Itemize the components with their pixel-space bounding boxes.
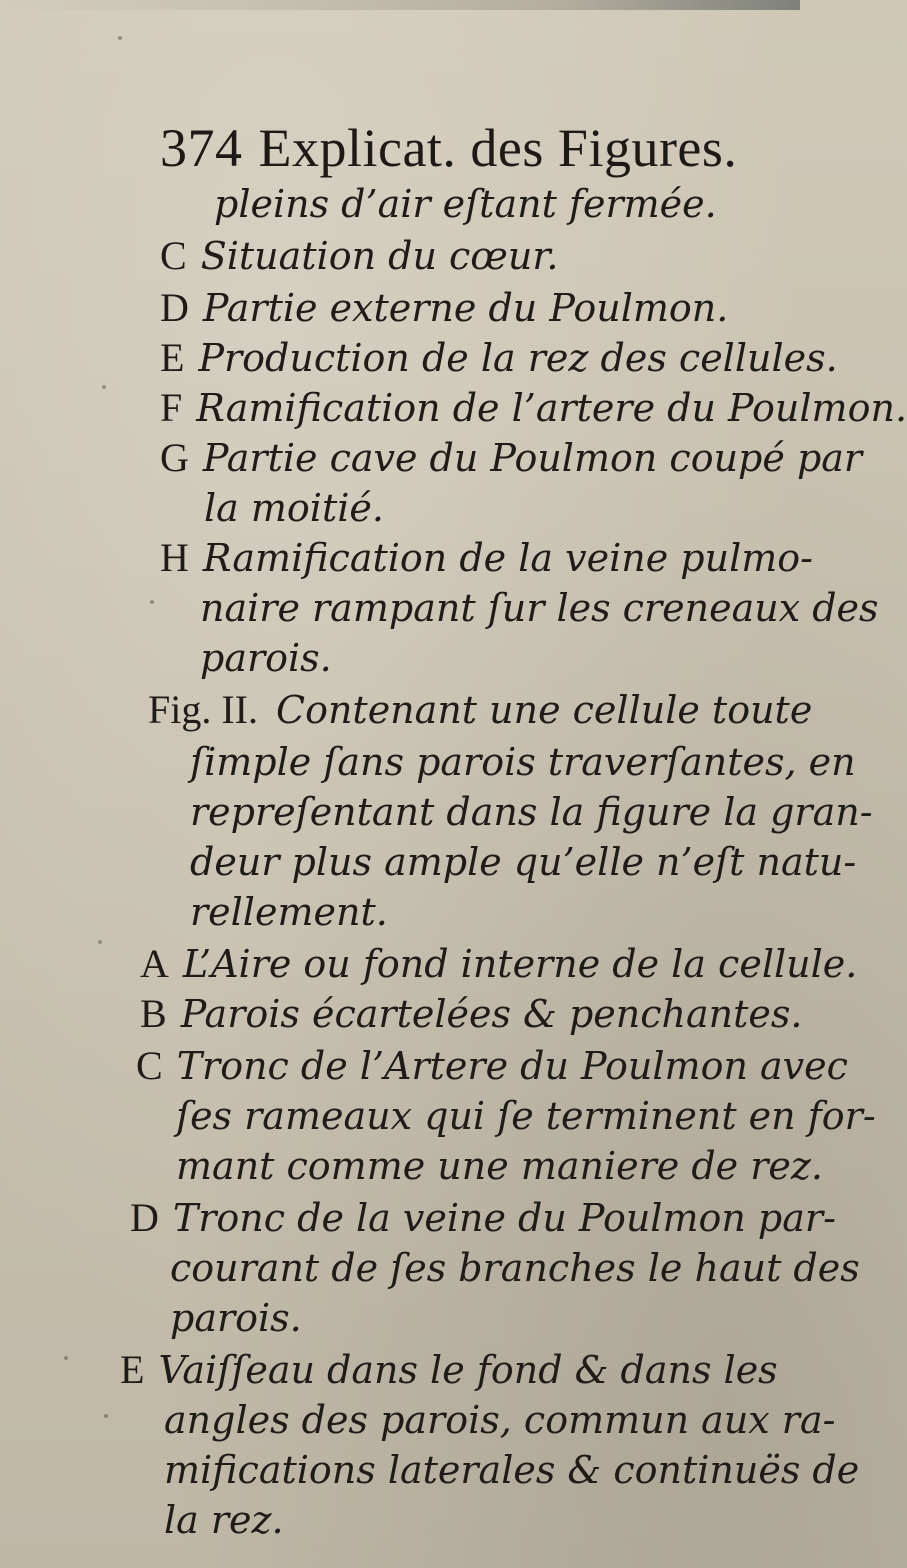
line-text: rellement. xyxy=(190,890,388,934)
text-line xyxy=(200,584,879,632)
line-text: courant de ſes branches le haut des xyxy=(170,1246,860,1290)
legend-letter: D xyxy=(130,1195,159,1240)
figure-heading xyxy=(148,686,812,734)
legend-entry-d xyxy=(160,284,728,332)
paper-speck xyxy=(64,1356,68,1360)
running-title: Explicat. des Figures. xyxy=(258,118,738,178)
legend-letter: C xyxy=(136,1043,163,1088)
text-line xyxy=(190,738,856,786)
line-text: ſimple ſans parois traverſantes, en xyxy=(190,740,856,784)
legend-entry-b xyxy=(140,990,802,1038)
line-text: la moitié. xyxy=(204,486,384,530)
line-text: pleins d’air eſtant fermée. xyxy=(214,182,717,226)
line-text: deur plus ample qu’elle n’eſt natu- xyxy=(190,840,857,884)
line-text: mifications laterales & continuës de xyxy=(164,1448,860,1492)
paper-speck xyxy=(98,940,102,944)
legend-entry-h xyxy=(160,534,813,582)
line-text: naire rampant ſur les creneaux des xyxy=(200,586,879,630)
legend-entry-d2 xyxy=(130,1194,836,1242)
text-line xyxy=(200,634,332,682)
legend-letter: E xyxy=(160,335,185,380)
line-text: parois. xyxy=(200,636,332,680)
paper-speck xyxy=(118,36,122,40)
legend-entry-g xyxy=(160,434,862,482)
line-text: ſes rameaux qui ſe terminent en for- xyxy=(176,1094,876,1138)
line-text: angles des parois, commun aux ra- xyxy=(164,1398,836,1442)
legend-letter: G xyxy=(160,435,189,480)
legend-letter: F xyxy=(160,385,183,430)
text-line xyxy=(164,1446,859,1494)
legend-text: Production de la rez des cellules. xyxy=(198,336,838,380)
legend-text: Ramification de l’artere du Poulmon. xyxy=(196,386,907,430)
legend-text: Situation du cœur. xyxy=(200,234,559,278)
legend-text: Partie externe du Poulmon. xyxy=(202,286,729,330)
legend-entry-c xyxy=(160,232,558,280)
legend-text: Tronc de la veine du Poulmon par- xyxy=(172,1196,836,1240)
line-text: la rez. xyxy=(164,1498,284,1542)
legend-text: Ramification de la veine pulmo- xyxy=(202,536,813,580)
text-line xyxy=(170,1294,302,1342)
text-line xyxy=(164,1396,835,1444)
legend-entry-e xyxy=(160,334,838,382)
legend-text: Tronc de l’Artere du Poulmon avec xyxy=(176,1044,848,1088)
text-line xyxy=(176,1092,876,1140)
figure-label: Fig. II. xyxy=(148,687,258,732)
line-text: parois. xyxy=(170,1296,302,1340)
figure-caption: Contenant une cellule toute xyxy=(276,688,813,732)
legend-letter: B xyxy=(140,991,167,1036)
legend-text: Vaiſſeau dans le fond & dans les xyxy=(158,1348,778,1392)
legend-text: Partie cave du Poulmon coupé par xyxy=(202,436,863,480)
legend-letter: C xyxy=(160,233,187,278)
legend-letter: E xyxy=(120,1347,145,1392)
legend-entry-c2 xyxy=(136,1042,848,1090)
paper-speck xyxy=(104,1414,108,1418)
legend-letter: A xyxy=(140,941,169,986)
legend-entry-f xyxy=(160,384,907,432)
line-text: mant comme une maniere de rez. xyxy=(176,1144,824,1188)
paper-speck xyxy=(102,385,106,389)
text-line xyxy=(190,838,856,886)
running-header xyxy=(160,108,780,188)
text-line xyxy=(190,788,873,836)
text-line xyxy=(204,484,384,532)
page-number: 374 xyxy=(160,118,243,178)
legend-text: L’Aire ou fond interne de la cellule. xyxy=(182,942,858,986)
text-line xyxy=(164,1496,284,1544)
legend-letter: D xyxy=(160,285,189,330)
legend-entry-e2 xyxy=(120,1346,778,1394)
text-line xyxy=(170,1244,860,1292)
text-line xyxy=(214,180,717,228)
paper-speck xyxy=(150,600,154,604)
text-line xyxy=(176,1142,823,1190)
legend-text: Parois écartelées & penchantes. xyxy=(180,992,803,1036)
text-line xyxy=(190,888,388,936)
legend-letter: H xyxy=(160,535,189,580)
legend-entry-a xyxy=(140,940,857,988)
line-text: repreſentant dans la figure la gran- xyxy=(190,790,873,834)
